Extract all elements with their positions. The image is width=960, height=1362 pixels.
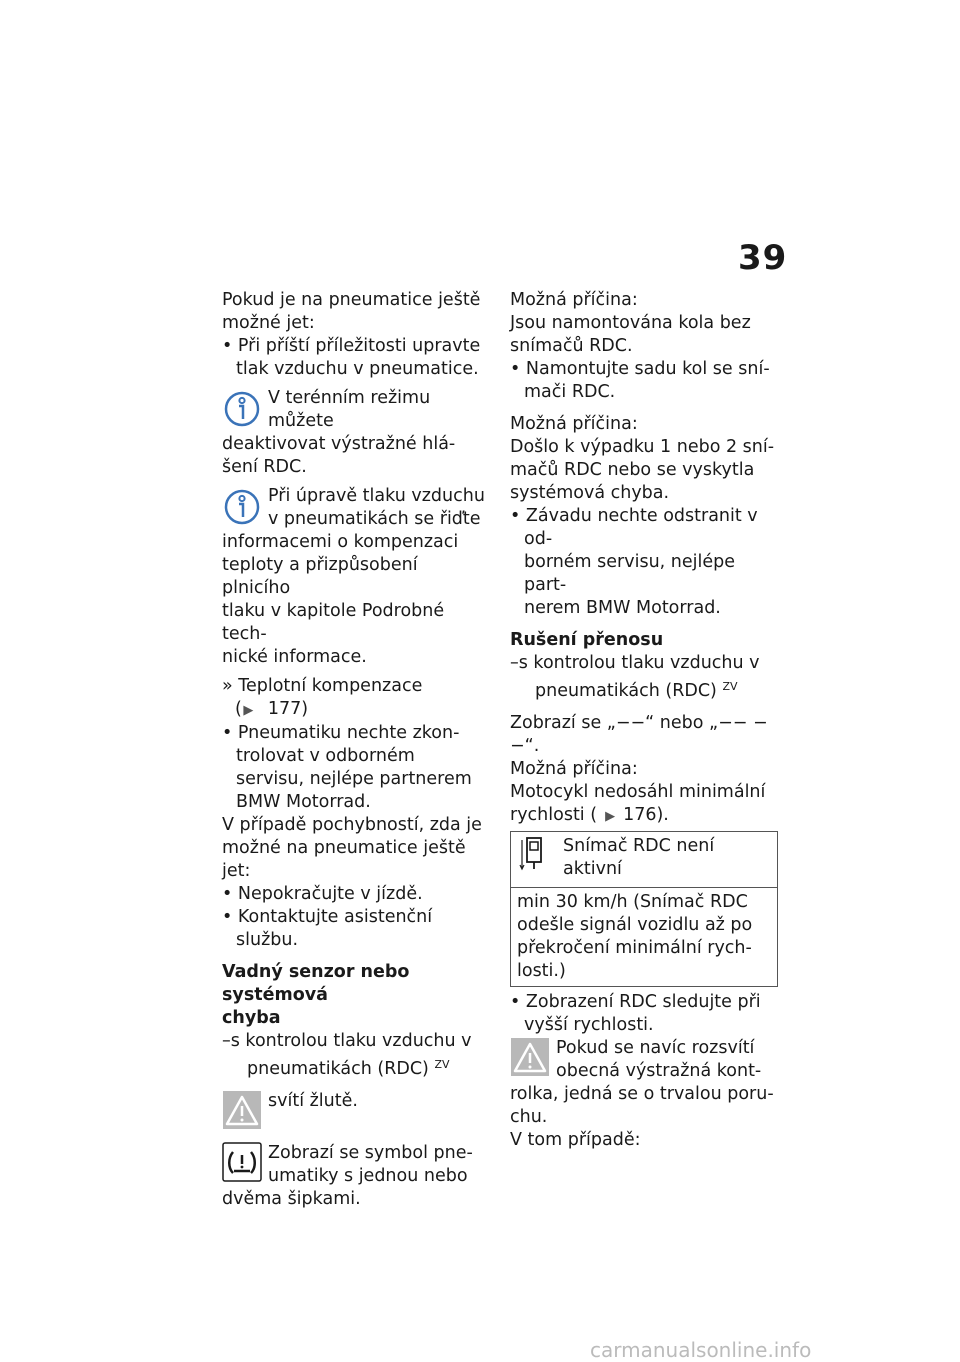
tpms-icon: [222, 1142, 264, 1188]
intro-line-1: Pokud je na pneumatice ještě: [222, 290, 481, 310]
info-icon: [222, 387, 264, 433]
info-icon: [222, 485, 264, 531]
warning-triangle-icon: [222, 1090, 264, 1136]
table-body-row: min 30 km/h (Snímač RDC odešle signál vozidlu až po překročení minimální rych- losti.): [517, 892, 753, 981]
section-heading: Vadný senzor nebo systémová: [222, 962, 410, 1005]
dash-item: –s kontrolou tlaku vzduchu v pneumatikách (RDC) $^{ZV}$: [222, 1031, 472, 1079]
section-heading-cont: chyba: [222, 1008, 281, 1028]
bullet-item: • Namontujte sadu kol se sní- mači RDC.: [510, 359, 770, 402]
warning-triangle-icon: [510, 1037, 552, 1083]
bullet-item: • Nepokračujte v jízdě.: [222, 884, 423, 904]
bullet-item: • Závadu nechte odstranit v od- borném servisu, nejlépe part- nerem BMW Motorrad.: [510, 506, 758, 618]
sensor-icon: [517, 835, 559, 873]
info-note-pressure: Při úpravě tlaku vzduchu v pneumatikách se řiďte informacemi o kompenzaci teploty a přizpůsobení plnicího tlaku v kapitole Podrobné tech- nické informace.: [222, 486, 485, 667]
rdc-table: [510, 831, 778, 987]
bullet-item: • Zobrazení RDC sledujte při vyšší rychlosti.: [510, 992, 761, 1035]
warning-note: Pokud se navíc rozsvítí obecná výstražná kont- rolka, jedná se o trvalou poru- chu.: [510, 1038, 774, 1127]
right-column: Možná příčina: Jsou namontována kola bez snímačů RDC. • Namontujte sadu kol se sní- mači RDC. Možná příčina: Došlo k výpadku 1 nebo 2 sní- mačů RDC nebo se vyskytla systémová chyba. • Závadu nechte odstranit v od- borném servisu, nejlépe part- nerem BMW Motorrad. Rušení přenosu –s kontrolou tlaku vzduchu v pneumatikách (RDC) $^{ZV}$ Zobrazí se „−−“ nebo „−− −−“. Možná příčina: Motocykl nedosáhl minimální rychlosti ( ▶ 176). Snímač RDC není aktivní min 30 km/h (Snímač RDC odešle signál vozidlu až po překročení minimální rych- losti.) • Zobrazení RDC sledujte při vyšší rychlosti. Pokud se navíc rozsvítí obecná výstražná kont- rolka, jedná se o trvalou poru- chu. V tom případě:: [510, 289, 778, 1152]
cross-reference-link[interactable]: rychlosti ( ▶ 176).: [510, 804, 778, 828]
display-text: Zobrazí se „−−“ nebo „−− −−“.: [510, 713, 768, 756]
cross-reference-link[interactable]: » Teplotní kompenzace ( ▶ 177): [222, 675, 490, 722]
bullet-item: • Při příští příležitosti upravte tlak vzduchu v pneumatice.: [222, 336, 481, 379]
section-heading: Rušení přenosu: [510, 630, 664, 650]
bullet-item: • Pneumatiku nechte zkon- trolovat v odborném servisu, nejlépe partnerem BMW Motorrad.: [222, 723, 472, 812]
intro-line-2: možné jet:: [222, 313, 315, 333]
info-note-terrain: V terénním režimu můžete deaktivovat výstražné hlá- šení RDC.: [222, 388, 456, 477]
left-column: Pokud je na pneumatice ještě možné jet: • Při příští příležitosti upravte tlak vzduchu v pneumatice. V terénním režimu můžete deaktivovat výstražné hlá- šení RDC. Při úpravě tlaku vzduchu v pneumatikách se řiďte informacemi o kompenzaci teploty a přizpůsobení plnicího tlaku v kapitole Podrobné tech- nické informace. » Teplotní kompenzace ( ▶ 177) • Pneumatiku nechte zkon- trolovat v odborném servisu, nejlépe partnerem BMW Motorrad. V případě pochybností, zda je možné na pneumatice ještě jet: • Nepokračujte v jízdě. • Kontaktujte asistenční službu. Vadný senzor nebo systémová chyba –s kontrolou tlaku vzduchu v pneumatikách (RDC) $^{ZV}$ svítí žlutě. Zobrazí se symbol pne- umatiky s jednou nebo dvěma šipkami.: [222, 289, 490, 1211]
dash-item: –s kontrolou tlaku vzduchu v pneumatikách (RDC) $^{ZV}$: [510, 653, 760, 701]
page-arrow-icon: ▶: [605, 809, 616, 824]
page-arrow-icon: ▶: [243, 703, 254, 718]
table-header-row: Snímač RDC není aktivní: [511, 832, 777, 888]
page-number: 39: [738, 238, 788, 278]
warning-note: svítí žlutě.: [222, 1090, 490, 1136]
final-text: V tom případě:: [510, 1130, 641, 1150]
watermark: carmanualsonline.info: [590, 1338, 812, 1362]
bullet-item: • Kontaktujte asistenční službu.: [222, 907, 433, 950]
tpms-note: Zobrazí se symbol pne- umatiky s jednou nebo dvěma šipkami.: [222, 1143, 473, 1209]
